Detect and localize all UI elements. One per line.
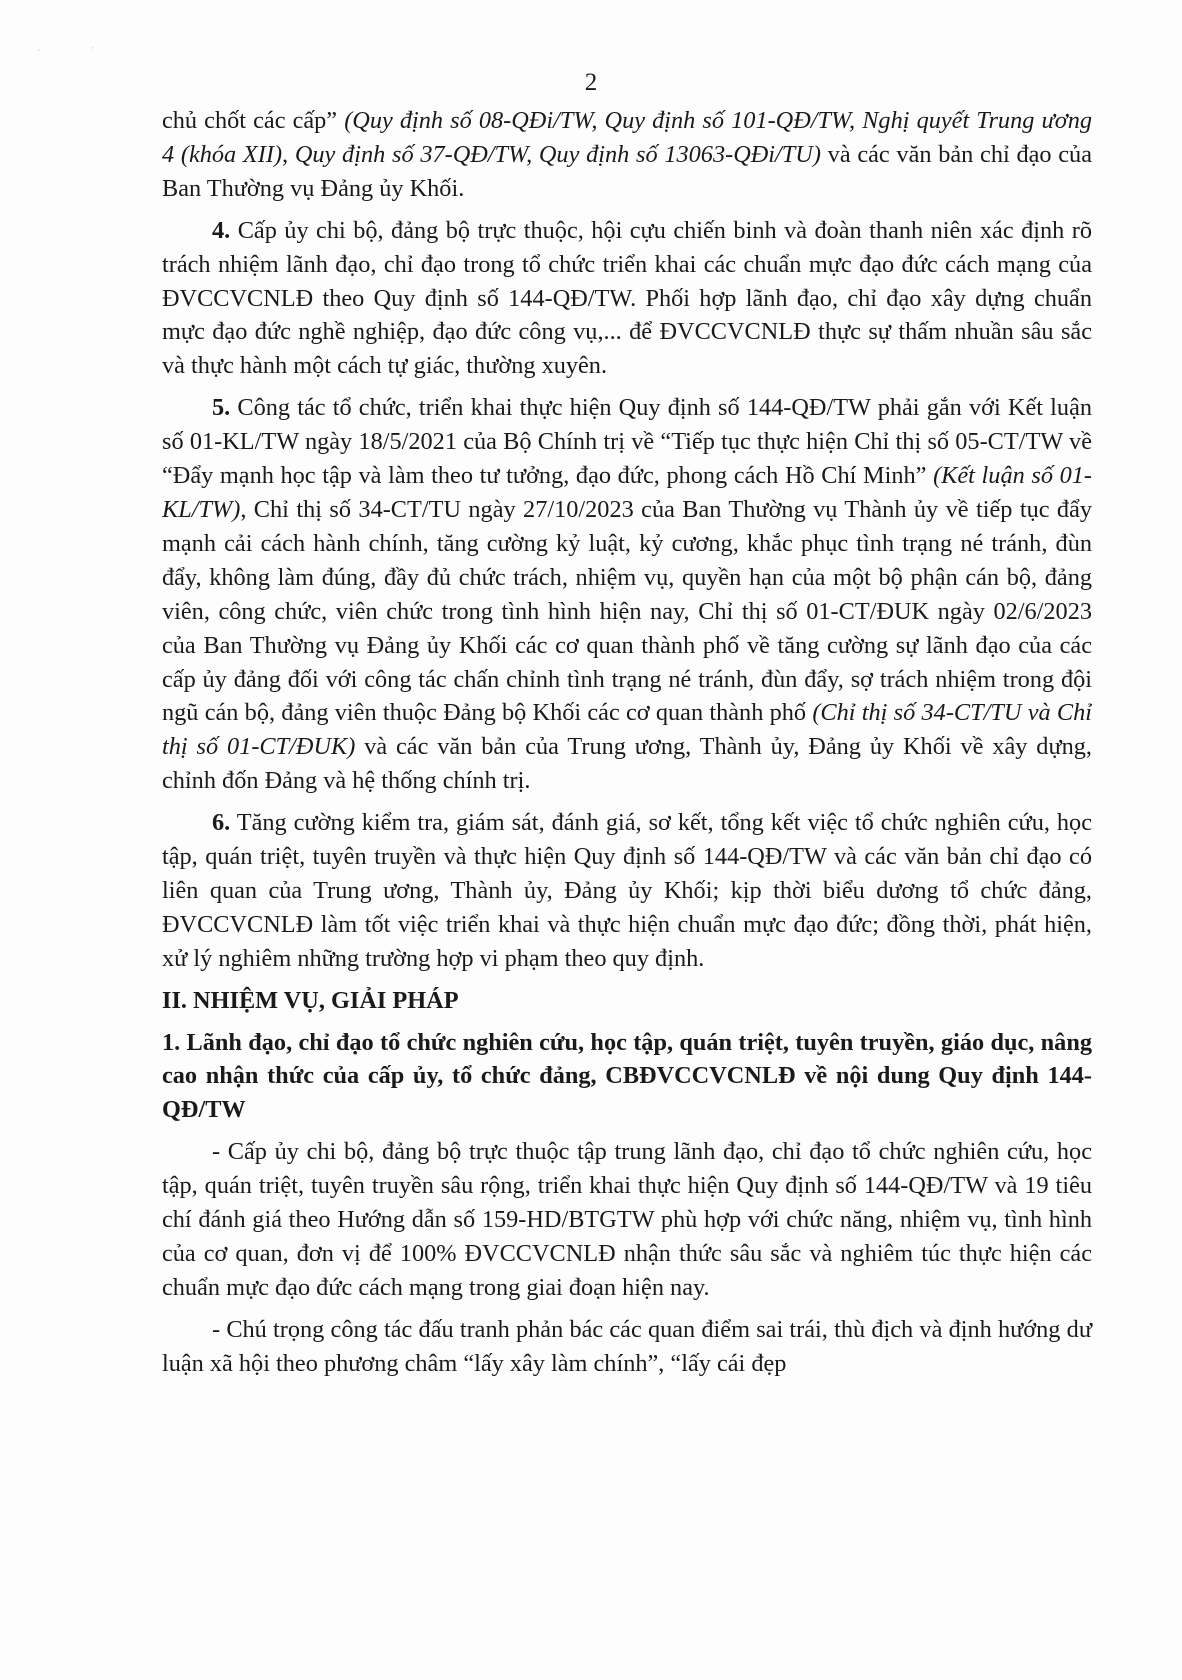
- sub-heading: 1. Lãnh đạo, chỉ đạo tổ chức nghiên cứu, học tập, quán triệt, tuyên truyền, giáo dục, nâng cao nhận thức của cấp ủy, tổ chức đảng, CBĐVCCVCNLĐ về nội dung Quy định 144-QĐ/TW: [162, 1028, 1092, 1124]
- paragraph-4: [162, 214, 1092, 384]
- paragraph-number: 6.: [212, 809, 231, 837]
- section-heading: II. NHIỆM VỤ, GIẢI PHÁP: [162, 986, 459, 1014]
- paragraph-5: [162, 391, 1092, 798]
- paragraph-text: chủ chốt các cấp”: [162, 107, 345, 134]
- paragraph-number: 5.: [212, 394, 231, 422]
- paragraph-continuation: [162, 104, 1092, 206]
- paragraph-6: [162, 806, 1092, 976]
- paragraph-text: và các văn bản của Trung ương, Thành ủy, Đảng ủy Khối về xây dựng, chỉnh đốn Đảng và hệ thống chính trị.: [162, 733, 1092, 795]
- paragraph-text: , Chỉ thị số 34-CT/TU ngày 27/10/2023 của Ban Thường vụ Thành ủy về tiếp tục đẩy mạnh cải cách hành chính, tăng cường kỷ luật, kỷ cương, khắc phục tình trạng né tránh, đùn đẩy, không làm đúng, đầy đủ chức trách, nhiệm vụ, quyền hạn của một bộ phận cán bộ, đảng viên, công chức, viên chức trong tình hình hiện nay, Chỉ thị số 01-CT/ĐUK ngày 02/6/2023 của Ban Thường vụ Đảng ủy Khối các cơ quan thành phố về tăng cường sự lãnh đạo của các cấp ủy đảng đối với công tác chấn chỉnh tình trạng né tránh, đùn đẩy, sợ trách nhiệm trong đội ngũ cán bộ, đảng viên thuộc Đảng bộ Khối các cơ quan thành phố: [162, 495, 1092, 727]
- bullet-paragraph: - Cấp ủy chi bộ, đảng bộ trực thuộc tập trung lãnh đạo, chỉ đạo tổ chức nghiên cứu, học tập, quán triệt, tuyên truyền sâu rộng, triển khai thực hiện Quy định số 144-QĐ/TW và 19 tiêu chí đánh giá theo Hướng dẫn số 159-HD/BTGTW phù hợp với chức năng, nhiệm vụ, tình hình của cơ quan, đơn vị để 100% ĐVCCVCNLĐ nhận thức sâu sắc và nghiêm túc thực hiện các chuẩn mực đạo đức cách mạng trong giai đoạn hiện nay.: [162, 1138, 1092, 1301]
- scan-speck: ': [92, 46, 94, 57]
- paragraph-citation: (Quy định số 08-QĐi/TW, Quy định số 101-QĐ/TW, Nghị quyết Trung ương 4 (khóa XII), Quy định số 37-QĐ/TW, Quy định số 13063-QĐi/TU): [162, 107, 1092, 168]
- paragraph-number: 4.: [212, 216, 231, 244]
- document-body: [162, 104, 1092, 1389]
- paragraph-citation: (Kết luận số 01-KL/TW): [162, 462, 1093, 523]
- paragraph-text: và các văn bản chỉ đạo của Ban Thường vụ Đảng ủy Khối.: [162, 140, 1092, 202]
- paragraph-text: Tăng cường kiểm tra, giám sát, đánh giá, sơ kết, tổng kết việc tổ chức nghiên cứu, học tập, quán triệt, tuyên truyền và thực hiện Quy định số 144-QĐ/TW và các văn bản chỉ đạo có liên quan của Trung ương, Thành ủy, Đảng ủy Khối; kịp thời biểu dương tổ chức đảng, ĐVCCVCNLĐ làm tốt việc triển khai và thực hiện chuẩn mực đạo đức; đồng thời, phát hiện, xử lý nghiêm những trường hợp vi phạm theo quy định.: [162, 809, 1092, 972]
- paragraph-text: Công tác tổ chức, triển khai thực hiện Quy định số 144-QĐ/TW phải gắn với Kết luận số 01-KL/TW ngày 18/5/2021 của Bộ Chính trị về “Tiếp tục thực hiện Chỉ thị số 05-CT/TW về “Đẩy mạnh học tập và làm theo tư tưởng, đạo đức, phong cách Hồ Chí Minh”: [162, 394, 1092, 490]
- page-number: 2: [584, 69, 598, 96]
- paragraph-text: Cấp ủy chi bộ, đảng bộ trực thuộc, hội cựu chiến binh và đoàn thanh niên xác định rõ trách nhiệm lãnh đạo, chỉ đạo trong tổ chức triển khai các chuẩn mực đạo đức cách mạng của ĐVCCVCNLĐ theo Quy định số 144-QĐ/TW. Phối hợp lãnh đạo, chỉ đạo xây dựng chuẩn mực đạo đức nghề nghiệp, đạo đức công vụ,... để ĐVCCVCNLĐ thực sự thấm nhuần sâu sắc và thực hành một cách tự giác, thường xuyên.: [162, 216, 1092, 380]
- paragraph-citation: (Chỉ thị số 34-CT/TU và Chỉ thị số 01-CT/ĐUK): [162, 699, 1092, 761]
- scan-speck: ': [38, 48, 40, 59]
- bullet-paragraph: - Chú trọng công tác đấu tranh phản bác các quan điểm sai trái, thù địch và định hướng dư luận xã hội theo phương châm “lấy xây làm chính”, “lấy cái đẹp: [162, 1315, 1092, 1377]
